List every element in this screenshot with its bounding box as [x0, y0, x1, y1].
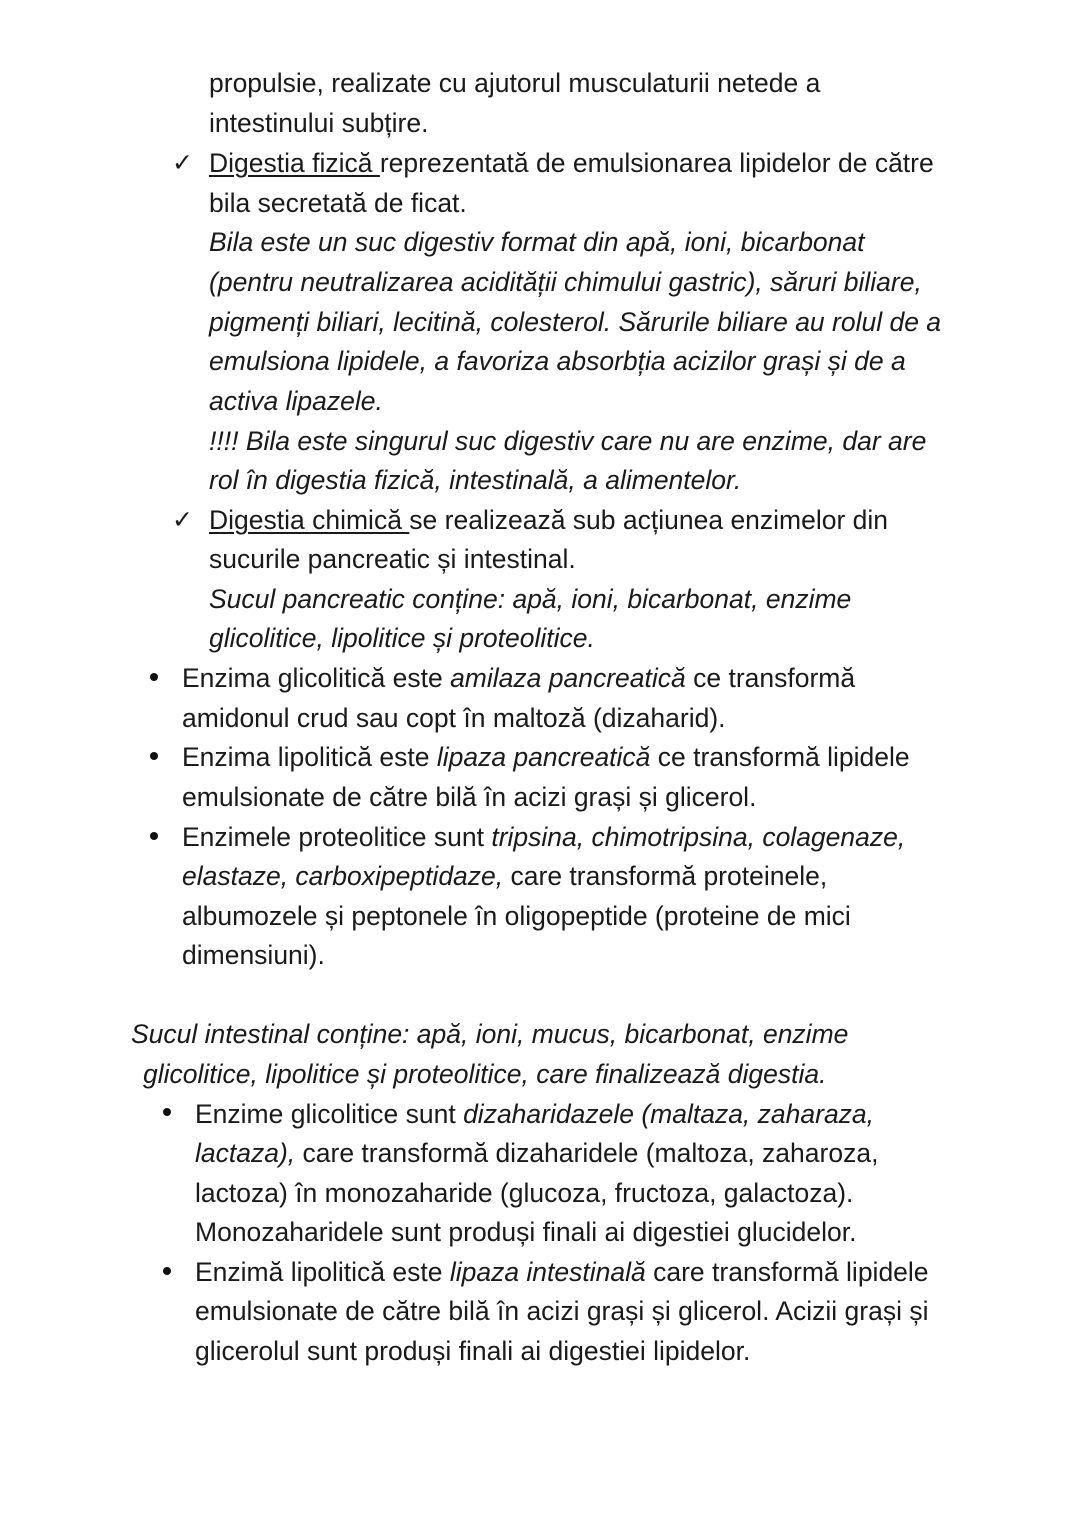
digestia-chimica-line-2: sucurile pancreatic și intestinal. — [209, 544, 576, 574]
proteolitice-line-4: dimensiuni). — [182, 940, 325, 970]
propulsion-line-1: propulsie, realizate cu ajutorul musculaturii netede a — [209, 68, 821, 98]
text-span: ce transformă lipidele — [650, 742, 910, 772]
text-span: care transformă lipidele — [645, 1257, 929, 1287]
propulsion-line-2: intestinului subțire. — [209, 108, 429, 138]
text-span: Enzima glicolitică este — [182, 663, 451, 693]
digestia-chimica-line-1 — [209, 501, 888, 541]
text-span: ce transformă — [685, 663, 856, 693]
proteolitice-line-3: albumozele și peptonele în oligopeptide (proteine de mici — [182, 901, 851, 931]
enzyme-name: dizaharidazele (maltaza, zaharaza, — [463, 1099, 875, 1129]
lipaza-intestinala-line-2: emulsionate de către bilă în acizi grași și glicerol. Acizii grași și — [195, 1296, 929, 1326]
suc-pancreatic-line-1: Sucul pancreatic conține: apă, ioni, bicarbonat, enzime — [209, 584, 852, 614]
lipaza-pancreatica-line-1 — [182, 738, 910, 778]
bullet-icon — [163, 1267, 171, 1275]
enzyme-name: lipaza intestinală — [449, 1257, 646, 1287]
lipaza-pancreatica-line-2: emulsionate de către bilă în acizi grași și glicerol. — [182, 782, 757, 812]
digestia-chimica-term: Digestia chimică — [209, 505, 410, 535]
enzyme-name: elastaze, carboxipeptidaze, — [182, 861, 504, 891]
bullet-icon — [150, 832, 158, 840]
dizaharidaze-line-1 — [195, 1095, 874, 1135]
bila-line-2: (pentru neutralizarea acidității chimului gastric), săruri biliare, — [209, 267, 922, 297]
lipaza-intestinala-line-3: glicerolul sunt produși finali ai digestiei lipidelor. — [195, 1336, 751, 1366]
text-span: Enzima lipolitică este — [182, 742, 437, 772]
bullet-icon — [163, 1108, 171, 1116]
proteolitice-line-1 — [182, 818, 905, 858]
digestia-fizica-text: reprezentată de emulsionarea lipidelor de către — [379, 148, 934, 178]
dizaharidaze-line-3: lactoza) în monozaharide (glucoza, fructoza, galactoza). — [195, 1178, 854, 1208]
enzyme-name: lactaza), — [195, 1138, 296, 1168]
text-span: Enzimele proteolitice sunt — [182, 822, 492, 852]
dizaharidaze-line-4: Monozaharidele sunt produși finali ai digestiei glucidelor. — [195, 1217, 857, 1247]
enzyme-name: lipaza pancreatică — [436, 742, 651, 772]
bullet-icon — [150, 752, 158, 760]
bila-line-5: activa lipazele. — [209, 386, 383, 416]
text-span: care transformă dizaharidele (maltoza, zaharoza, — [295, 1138, 879, 1168]
text-span: Enzime glicolitice sunt — [195, 1099, 464, 1129]
enzyme-name: amilaza pancreatică — [450, 663, 686, 693]
bullet-icon — [150, 673, 158, 681]
digestia-fizica-line-2: bila secretată de ficat. — [209, 188, 467, 218]
enzyme-name: tripsina, chimotripsina, colagenaze, — [491, 822, 906, 852]
digestia-fizica-line-1 — [209, 144, 934, 184]
text-span: Enzimă lipolitică este — [195, 1257, 450, 1287]
bila-note-line-1: !!!! Bila este singurul suc digestiv care nu are enzime, dar are — [209, 426, 927, 456]
amilaza-line-2: amidonul crud sau copt în maltoză (dizaharid). — [182, 703, 726, 733]
text-span: care transformă proteinele, — [503, 861, 828, 891]
checkmark-icon: ✓ — [172, 506, 193, 534]
checkmark-icon: ✓ — [172, 149, 193, 177]
bila-line-4: emulsiona lipidele, a favoriza absorbția acizilor grași și de a — [209, 346, 906, 376]
proteolitice-line-2 — [182, 857, 827, 897]
bila-line-3: pigmenți biliari, lecitină, colesterol. Sărurile biliare au rolul de a — [209, 307, 942, 337]
digestia-chimica-text: se realizează sub acțiunea enzimelor din — [409, 505, 889, 535]
digestia-fizica-term: Digestia fizică — [209, 148, 380, 178]
bila-line-1: Bila este un suc digestiv format din apă, ioni, bicarbonat — [209, 227, 865, 257]
suc-intestinal-line-2: glicolitice, lipolitice și proteolitice, care finalizează digestia. — [143, 1059, 827, 1089]
suc-intestinal-line-1: Sucul intestinal conține: apă, ioni, mucus, bicarbonat, enzime — [131, 1019, 849, 1049]
amilaza-line-1 — [182, 659, 855, 699]
suc-pancreatic-line-2: glicolitice, lipolitice și proteolitice. — [209, 623, 595, 653]
dizaharidaze-line-2 — [195, 1134, 878, 1174]
lipaza-intestinala-line-1 — [195, 1253, 929, 1293]
bila-note-line-2: rol în digestia fizică, intestinală, a alimentelor. — [209, 465, 742, 495]
